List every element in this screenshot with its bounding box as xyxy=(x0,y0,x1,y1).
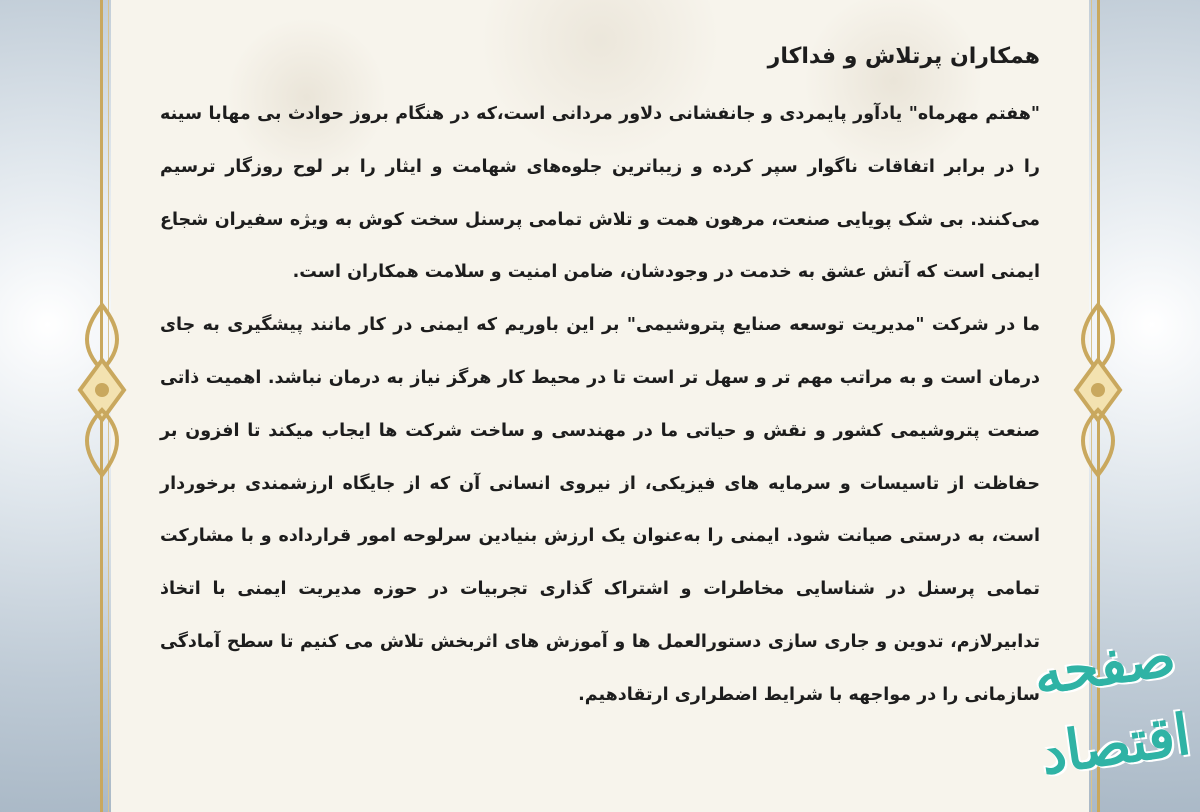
document-body xyxy=(160,40,1040,722)
document-title: همکاران پرتلاش و فداکار xyxy=(767,44,1040,69)
right-gold-ornament-icon xyxy=(1068,300,1128,480)
paragraph-2: ما در شرکت "مدیریت توسعه صنایع پتروشیمی" بر این باوریم که ایمنی در کار مانند پیشگیری به جای درمان است و به مراتب مهم تر و سهل تر است تا در محیط کار هرگز نیاز به درمان نباشد. اهمیت ذاتی صنعت پتروشیمی کشور و نقش و حیاتی ما در مهندسی و ساخت شرکت ها ایجاب میکند تا افزون بر حفاظت از تاسیسات و سرمایه های فیزیکی، از نیروی انسانی آن که از جایگاه ارزشمندی برخوردار است، به درستی صیانت شود. ایمنی را به‌عنوان یک ارزش بنیادین سرلوحه امور قرارداده و با مشارکت تمامی پرسنل در شناسایی مخاطرات و اشتراک گذاری تجربیات در حوزه مدیریت ایمنی با اتخاذ تدابیرلازم، تدوین و جاری سازی دستورالعمل ها و آموزش های اثربخش تلاش می کنیم تا سطح آمادگی سازمانی را در مواجهه با شرایط اضطراری ارتقادهیم. xyxy=(160,315,1040,705)
left-gold-ornament-icon xyxy=(72,300,132,480)
brand-watermark-logo xyxy=(1020,622,1200,812)
paragraph-1: "هفتم مهرماه" یادآور پایمردی و جانفشانی دلاور مردانی است،که در هنگام بروز حوادث بی مهابا سینه را در برابر اتفاقات ناگوار سپر کرده و زیباترین جلوه‌های شهامت و ایثار را بر لوح روزگار ترسیم می‌کنند. بی شک پویایی صنعت، مرهون همت و تلاش تمامی پرسنل سخت کوش به ویژه سفیران شجاع ایمنی است که آتش عشق به خدمت در وجودشان، ضامن امنیت و سلامت همکاران است. xyxy=(160,104,1040,283)
watermark-text: صفحه اقتصاد xyxy=(1029,622,1195,788)
